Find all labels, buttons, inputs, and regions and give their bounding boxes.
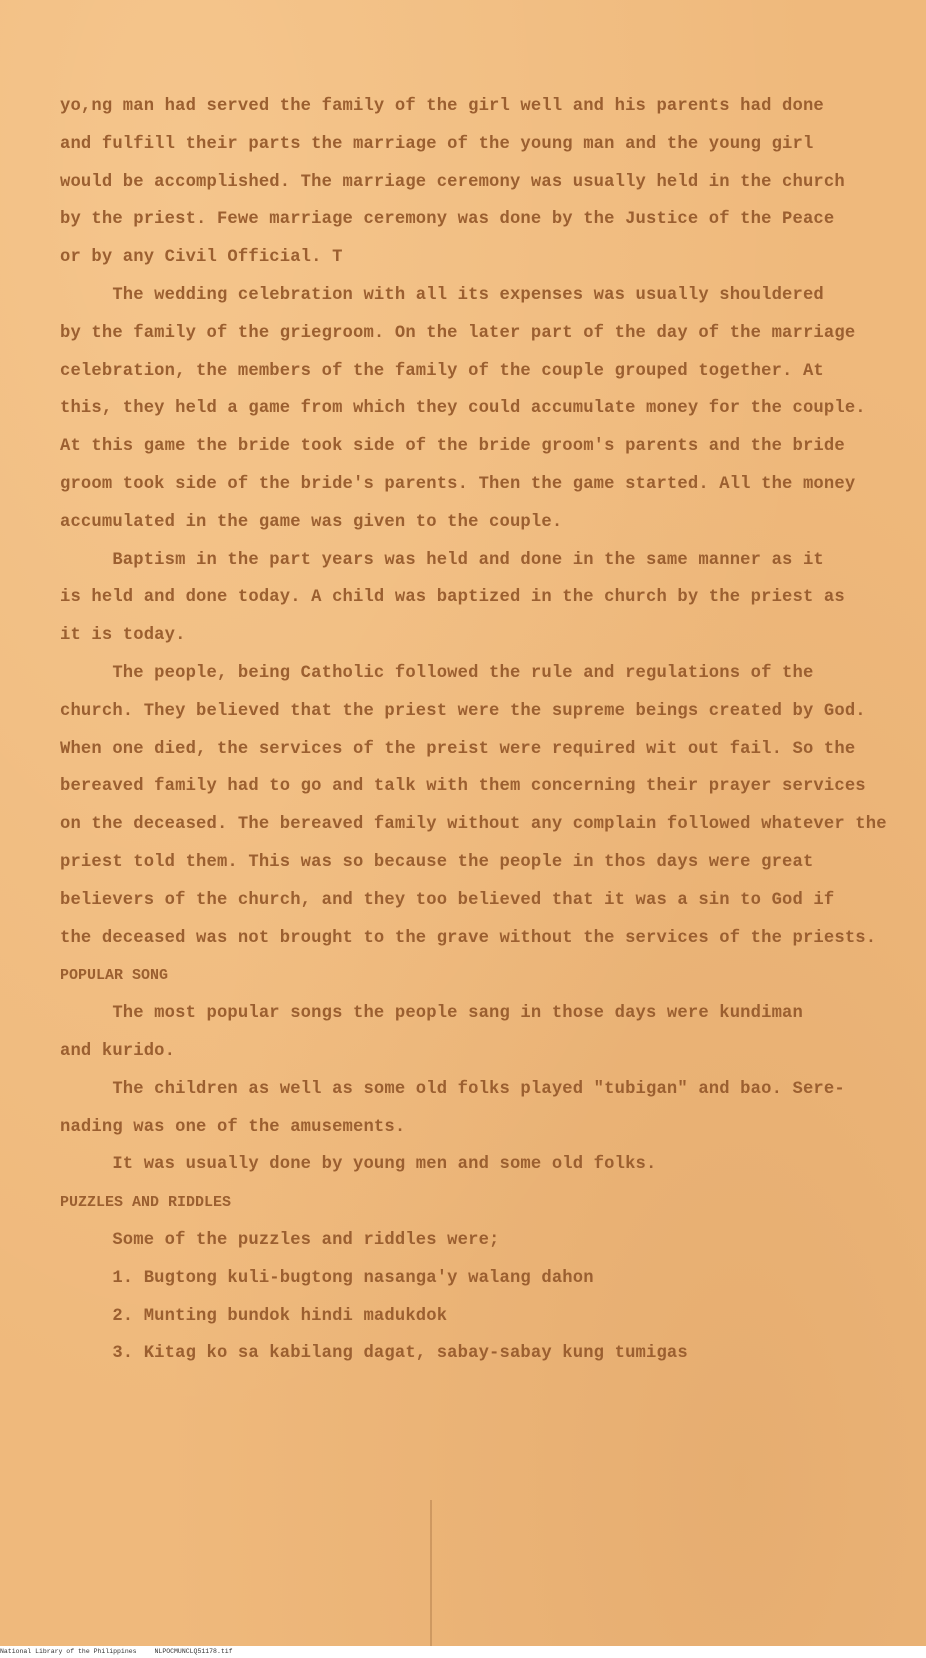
- footer-source: National Library of the Philippines: [0, 1648, 137, 1655]
- typewritten-text: [60, 88, 920, 1373]
- riddle-1: 1. Bugtong kuli-bugtong nasanga'y walang dahon: [60, 1268, 594, 1288]
- text-line-31: Some of the puzzles and riddles were;: [60, 1230, 500, 1250]
- text-line-26: and kurido.: [60, 1041, 176, 1061]
- riddle-3: 3. Kitag ko sa kabilang dagat, sabay-sabay kung tumigas: [60, 1344, 688, 1364]
- text-line-17: church. They believed that the priest were the supreme beings created by God.: [60, 701, 866, 721]
- text-line-23: the deceased was not brought to the grave without the services of the priests.: [60, 928, 877, 948]
- footer-file: NLPOCMUNCLQ51178.tif: [154, 1648, 233, 1655]
- riddle-2: 2. Munting bundok hindi madukdok: [60, 1306, 448, 1326]
- text-line-3: would be accomplished. The marriage ceremony was usually held in the church: [60, 172, 845, 192]
- text-line-25: The most popular songs the people sang in those days were kundiman: [60, 1004, 803, 1024]
- text-line-20: on the deceased. The bereaved family without any complain followed whatever the: [60, 815, 887, 835]
- text-line-8: celebration, the members of the family of the couple grouped together. At: [60, 361, 824, 381]
- text-line-19: bereaved family had to go and talk with them concerning their prayer services: [60, 777, 866, 797]
- text-line-12: accumulated in the game was given to the couple.: [60, 512, 563, 532]
- text-line-22: believers of the church, and they too believed that it was a sin to God if: [60, 890, 835, 910]
- text-line-1: yo,ng man had served the family of the girl well and his parents had done: [60, 97, 824, 116]
- text-line-15: it is today.: [60, 626, 186, 646]
- text-line-13: Baptism in the part years was held and done in the same manner as it: [60, 550, 824, 570]
- text-line-6: The wedding celebration with all its expenses was usually shouldered: [60, 285, 824, 305]
- text-line-27: The children as well as some old folks played "tubigan" and bao. Sere-: [60, 1079, 845, 1099]
- text-line-5: or by any Civil Official. T: [60, 248, 343, 268]
- section-heading-puzzles-riddles: PUZZLES AND RIDDLES: [60, 1194, 232, 1212]
- text-line-14: is held and done today. A child was baptized in the church by the priest as: [60, 588, 845, 608]
- text-line-28: nading was one of the amusements.: [60, 1117, 406, 1137]
- paper-fold: [430, 1500, 432, 1646]
- text-line-21: priest told them. This was so because the people in thos days were great: [60, 852, 814, 872]
- section-heading-popular-song: POPULAR SONG: [60, 967, 169, 985]
- text-line-18: When one died, the services of the preist were required wit out fail. So the: [60, 739, 856, 759]
- text-line-16: The people, being Catholic followed the rule and regulations of the: [60, 663, 814, 683]
- text-line-7: by the family of the griegroom. On the later part of the day of the marriage: [60, 323, 856, 343]
- text-line-2: and fulfill their parts the marriage of the young man and the young girl: [60, 134, 814, 154]
- text-line-29: It was usually done by young men and some old folks.: [60, 1155, 657, 1175]
- text-line-11: groom took side of the bride's parents. Then the game started. All the money: [60, 474, 856, 494]
- text-line-9: this, they held a game from which they could accumulate money for the couple.: [60, 399, 866, 419]
- text-line-10: At this game the bride took side of the bride groom's parents and the bride: [60, 437, 845, 457]
- scan-footer: [0, 1646, 926, 1658]
- text-line-4: by the priest. Fewe marriage ceremony was done by the Justice of the Peace: [60, 210, 835, 230]
